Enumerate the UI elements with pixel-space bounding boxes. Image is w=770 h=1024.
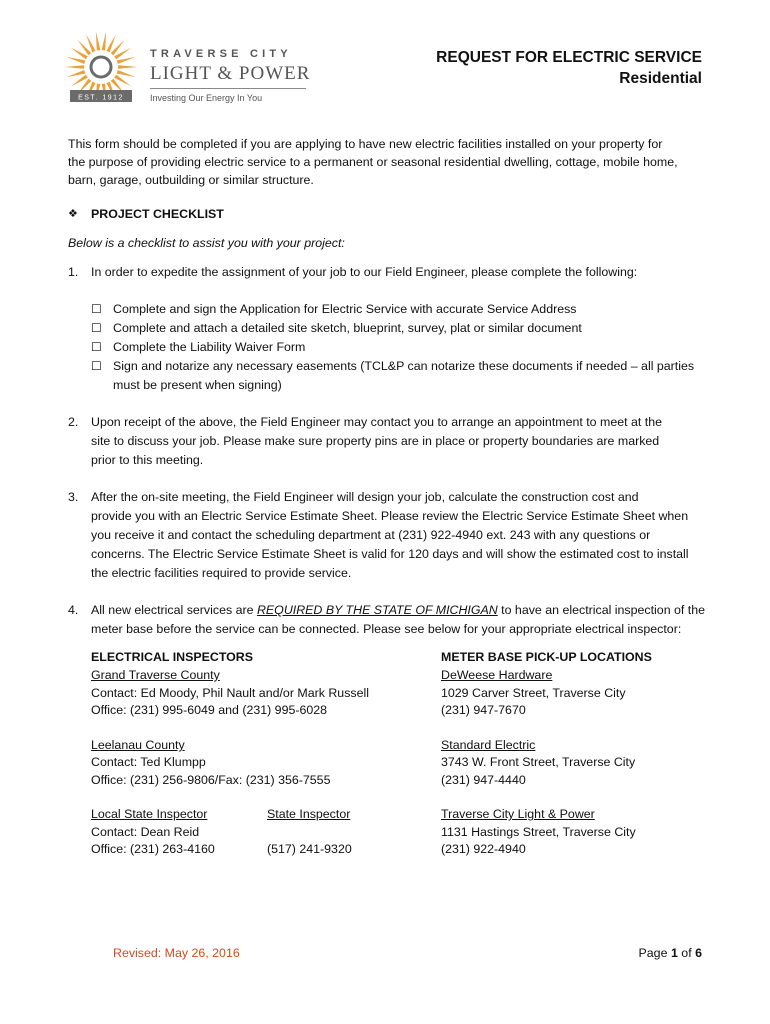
michigan-requirement-emphasis: REQUIRED BY THE STATE OF MICHIGAN (256, 603, 498, 617)
revision-date: Revised: May 26, 2016 (113, 946, 240, 960)
total-pages-number: 6 (695, 946, 702, 960)
tclp-address: 1131 Hastings Street, Traverse City (441, 825, 636, 839)
task-3-checkbox[interactable]: ☐ (91, 340, 102, 354)
item-2-line-3: prior to this meeting. (91, 453, 204, 467)
logo-text-line1: TRAVERSE CITY (150, 48, 292, 60)
item-3-line-2: provide you with an Electric Service Estimate Sheet. Please review the Electric Service Estimate Sheet when (91, 509, 689, 523)
meter-base-heading: METER BASE PICK-UP LOCATIONS (441, 650, 652, 664)
standard-electric-phone: (231) 947-4440 (441, 773, 526, 787)
item-3-line-4: concerns. The Electric Service Estimate Sheet is valid for 120 days and will show the estimated cost to install (91, 547, 689, 561)
diamond-bullet-icon: ❖ (68, 208, 78, 220)
sun-ray (65, 65, 85, 69)
item-4-line-1-post: to have an electrical inspection of the (497, 603, 706, 617)
standard-electric-name: Standard Electric (441, 738, 536, 752)
company-logo (62, 30, 140, 108)
task-1-label: Complete and sign the Application for Electric Service with accurate Service Address (113, 302, 577, 316)
tclp-phone: (231) 922-4940 (441, 842, 526, 856)
sun-core (84, 50, 118, 84)
deweese-hardware-name: DeWeese Hardware (441, 668, 553, 682)
intro-line-2: the purpose of providing electric service to a permanent or seasonal residential dwelling, cottage, mobile home, (68, 155, 678, 169)
of-word: of (681, 946, 692, 960)
item-3-line-5: the electric facilities required to provide service. (91, 566, 352, 580)
task-4-checkbox[interactable]: ☐ (91, 359, 102, 373)
sun-ray (116, 70, 136, 78)
grand-traverse-office: Office: (231) 995-6049 and (231) 995-6028 (91, 703, 328, 717)
page-subtitle: Residential (619, 70, 702, 87)
item-4-line-1 (91, 601, 705, 620)
leelanau-office: Office: (231) 256-9806/Fax: (231) 356-7555 (91, 773, 331, 787)
sun-ray (66, 57, 86, 65)
est-year-text: EST. 1912 (78, 94, 124, 102)
sun-ray (66, 70, 86, 78)
item-4-number: 4. (68, 603, 79, 617)
page-indicator (639, 944, 702, 963)
item-1-text: In order to expedite the assignment of your job to our Field Engineer, please complete the following: (91, 265, 638, 279)
deweese-phone: (231) 947-7670 (441, 703, 526, 717)
logo-divider (150, 88, 306, 89)
sun-logo-icon (62, 30, 140, 108)
leelanau-contact: Contact: Ted Klumpp (91, 755, 206, 769)
inspectors-heading: ELECTRICAL INSPECTORS (91, 650, 254, 664)
item-2-line-1: Upon receipt of the above, the Field Engineer may contact you to arrange an appointment to meet at the (91, 415, 663, 429)
intro-line-1: This form should be completed if you are applying to have new electric facilities installed on your property for (68, 137, 663, 151)
grand-traverse-county-name: Grand Traverse County (91, 668, 220, 682)
sun-ray (116, 57, 136, 65)
state-inspector-name: State Inspector (267, 807, 351, 821)
item-4-line-2: meter base before the service can be connected. Please see below for your appropriate electrical inspector: (91, 622, 682, 636)
current-page-number: 1 (670, 946, 678, 960)
checklist-subheading: Below is a checklist to assist you with your project: (68, 236, 345, 250)
checklist-heading: PROJECT CHECKLIST (91, 207, 224, 221)
intro-line-3: barn, garage, outbuilding or similar structure. (68, 173, 314, 187)
item-2-number: 2. (68, 415, 79, 429)
item-3-line-1: After the on-site meeting, the Field Engineer will design your job, calculate the construction cost and (91, 490, 639, 504)
logo-text-line2: LIGHT & POWER (150, 63, 311, 84)
item-3-line-3: you receive it and contact the scheduling department at (231) 922-4940 ext. 243 with any questions or (91, 528, 651, 542)
task-2-label: Complete and attach a detailed site sketch, blueprint, survey, plat or similar document (113, 321, 582, 335)
item-1-number: 1. (68, 265, 79, 279)
local-state-inspector-office: Office: (231) 263-4160 (91, 842, 215, 856)
sun-ray (117, 65, 137, 69)
sun-ray (101, 31, 106, 51)
local-state-inspector-name: Local State Inspector (91, 807, 208, 821)
task-4-label-cont: must be present when signing) (113, 378, 282, 392)
page-title: REQUEST FOR ELECTRIC SERVICE (436, 49, 702, 66)
leelanau-county-name: Leelanau County (91, 738, 185, 752)
page-word: Page (638, 946, 668, 960)
item-3-number: 3. (68, 490, 79, 504)
deweese-address: 1029 Carver Street, Traverse City (441, 686, 626, 700)
task-2-checkbox[interactable]: ☐ (91, 321, 102, 335)
task-3-label: Complete the Liability Waiver Form (113, 340, 306, 354)
tclp-location-name: Traverse City Light & Power (441, 807, 595, 821)
logo-tagline: Investing Our Energy In You (150, 93, 263, 103)
item-4-line-1-pre: All new electrical services are (91, 603, 257, 617)
item-2-line-2: site to discuss your job. Please make sure property pins are in place or property boundaries are marked (91, 434, 660, 448)
task-1-checkbox[interactable]: ☐ (91, 302, 102, 316)
sun-ray (96, 31, 101, 51)
grand-traverse-contact: Contact: Ed Moody, Phil Nault and/or Mark Russell (91, 686, 369, 700)
state-inspector-phone: (517) 241-9320 (267, 842, 352, 856)
task-4-label: Sign and notarize any necessary easements (TCL&P can notarize these documents if needed – all parties (113, 359, 695, 373)
local-state-inspector-contact: Contact: Dean Reid (91, 825, 200, 839)
standard-electric-address: 3743 W. Front Street, Traverse City (441, 755, 636, 769)
